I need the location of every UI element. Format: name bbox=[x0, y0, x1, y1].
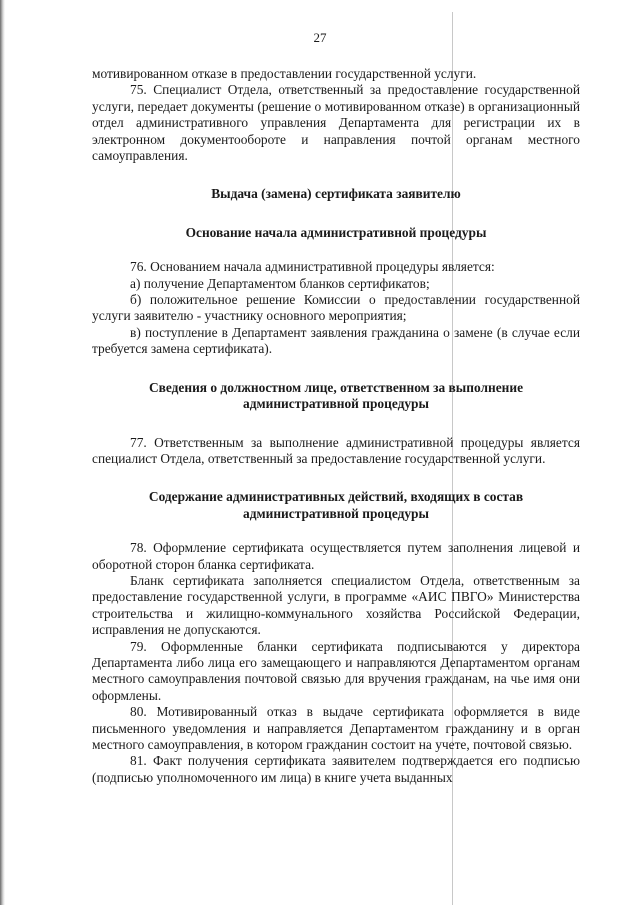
section-heading-content: Содержание административных действий, входящих в состав административной процедуры bbox=[148, 489, 524, 521]
paragraph-81: 81. Факт получения сертификата заявителем подтверждается его подписью (подписью уполномоченного им лица) в книге учета выданных bbox=[92, 753, 580, 785]
section-heading-official: Сведения о должностном лице, ответственном за выполнение административной процедуры bbox=[148, 379, 524, 412]
section-heading-basis: Основание начала административной процедуры bbox=[185, 224, 487, 240]
paragraph-continuation: мотивированном отказе в предоставлении государственной услуги. bbox=[92, 66, 477, 81]
paragraph-78: 78. Оформление сертификата осуществляется путем заполнения лицевой и оборотной сторон бланка сертификата. bbox=[92, 540, 580, 572]
paragraph-76: 76. Основанием начала административной процедуры является: bbox=[130, 259, 495, 275]
paragraph-75: 75. Специалист Отдела, ответственный за предоставление государственной услуги, передает документы (решение о мотивированном отказе) в организационный отдел административного управления Департамента для регистрации их в электронном документообороте и направления почтой органам местного самоуправления. bbox=[92, 82, 580, 164]
paragraph-80: 80. Мотивированный отказ в выдаче сертификата оформляется в виде письменного уведомления и направляется Департаментом гражданину и в орган местного самоуправления, в котором гражданин состоит на учете, почтовой связью. bbox=[92, 704, 580, 752]
paragraph-77: 77. Ответственным за выполнение административной процедуры является специалист Отдела, ответственный за предоставление государственной услуги. bbox=[92, 434, 580, 466]
scan-edge bbox=[0, 0, 5, 905]
list-item-76c: в) поступление в Департамент заявления гражданина о замене (в случае если требуется замена сертификата). bbox=[92, 324, 580, 357]
document-body bbox=[92, 66, 580, 786]
list-item-76b: б) положительное решение Комиссии о предоставлении государственной услуги заявителю - участнику основного мероприятия; bbox=[92, 292, 580, 324]
paragraph-78-form: Бланк сертификата заполняется специалистом Отдела, ответственным за предоставление государственной услуги, в программе «АИС ПВГО» Министерства строительства и жилищно-коммунального хозяйства Российской Федерации, исправления не допускаются. bbox=[92, 572, 580, 638]
page-number: 27 bbox=[313, 30, 327, 45]
paragraph-79: 79. Оформленные бланки сертификата подписываются у директора Департамента либо лица его замещающего и направляются Департаментом органам местного самоуправления почтовой связью для вручения гражданам, на чье имя они оформлены. bbox=[92, 638, 580, 703]
section-heading-issue: Выдача (замена) сертификата заявителю bbox=[211, 186, 461, 202]
list-item-76a: а) получение Департаментом бланков сертификатов; bbox=[130, 275, 430, 291]
